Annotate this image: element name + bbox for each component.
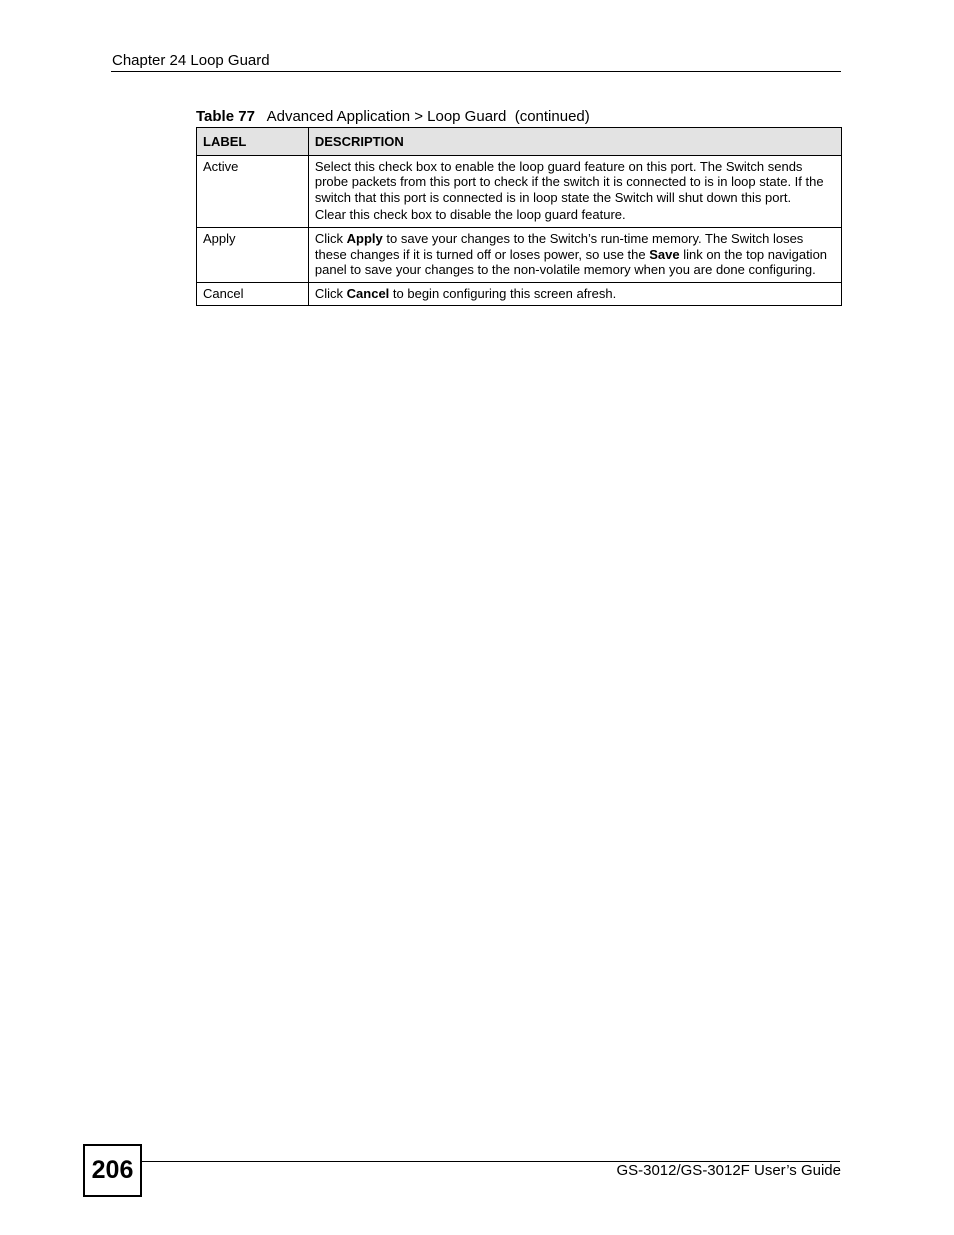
table-caption xyxy=(196,108,590,126)
description-text: Select this check box to enable the loop guard feature on this port. The Switch sends probe packets from this port to check if the switch it is connected to is in loop state. If the switch that this port is connected is in loop state the Switch will shut down this port. xyxy=(314,158,824,205)
description-paragraph xyxy=(315,207,835,223)
description-text: Click xyxy=(314,285,347,301)
ui-term: Save xyxy=(649,246,680,262)
description-paragraph xyxy=(315,286,835,302)
label-description-table xyxy=(196,127,842,306)
row-description xyxy=(308,227,841,282)
row-label: Cancel xyxy=(197,282,309,306)
description-paragraph xyxy=(315,159,835,206)
table-caption-number: Table 77 xyxy=(196,108,255,125)
table-header-row xyxy=(197,128,842,156)
description-paragraph xyxy=(315,231,835,278)
table-caption-title: Advanced Application > Loop Guard (continued) xyxy=(266,108,590,125)
column-header-description: DESCRIPTION xyxy=(308,128,841,156)
description-text: to save your changes to the Switch’s run-time memory. The Switch loses these changes if it is turned off or loses power, so use the xyxy=(314,230,804,262)
header-divider xyxy=(111,71,841,72)
ui-term: Cancel xyxy=(346,285,390,301)
column-header-label: LABEL xyxy=(197,128,309,156)
row-description xyxy=(308,282,841,306)
ui-term: Apply xyxy=(346,230,383,246)
description-text: Clear this check box to disable the loop guard feature. xyxy=(314,207,626,223)
table-row xyxy=(197,282,842,306)
row-description xyxy=(308,155,841,227)
guide-title: GS-3012/GS-3012F User’s Guide xyxy=(616,1162,841,1179)
description-text: link on the top navigation panel to save your changes to the non-volatile memory when you are done configuring. xyxy=(314,246,828,278)
page-number: 206 xyxy=(83,1144,142,1197)
table-body xyxy=(197,155,842,306)
description-text: Click xyxy=(314,230,347,246)
table-row xyxy=(197,155,842,227)
description-text: to begin configuring this screen afresh. xyxy=(389,285,617,301)
row-label: Active xyxy=(197,155,309,227)
chapter-header: Chapter 24 Loop Guard xyxy=(112,52,270,69)
table-row xyxy=(197,227,842,282)
row-label: Apply xyxy=(197,227,309,282)
